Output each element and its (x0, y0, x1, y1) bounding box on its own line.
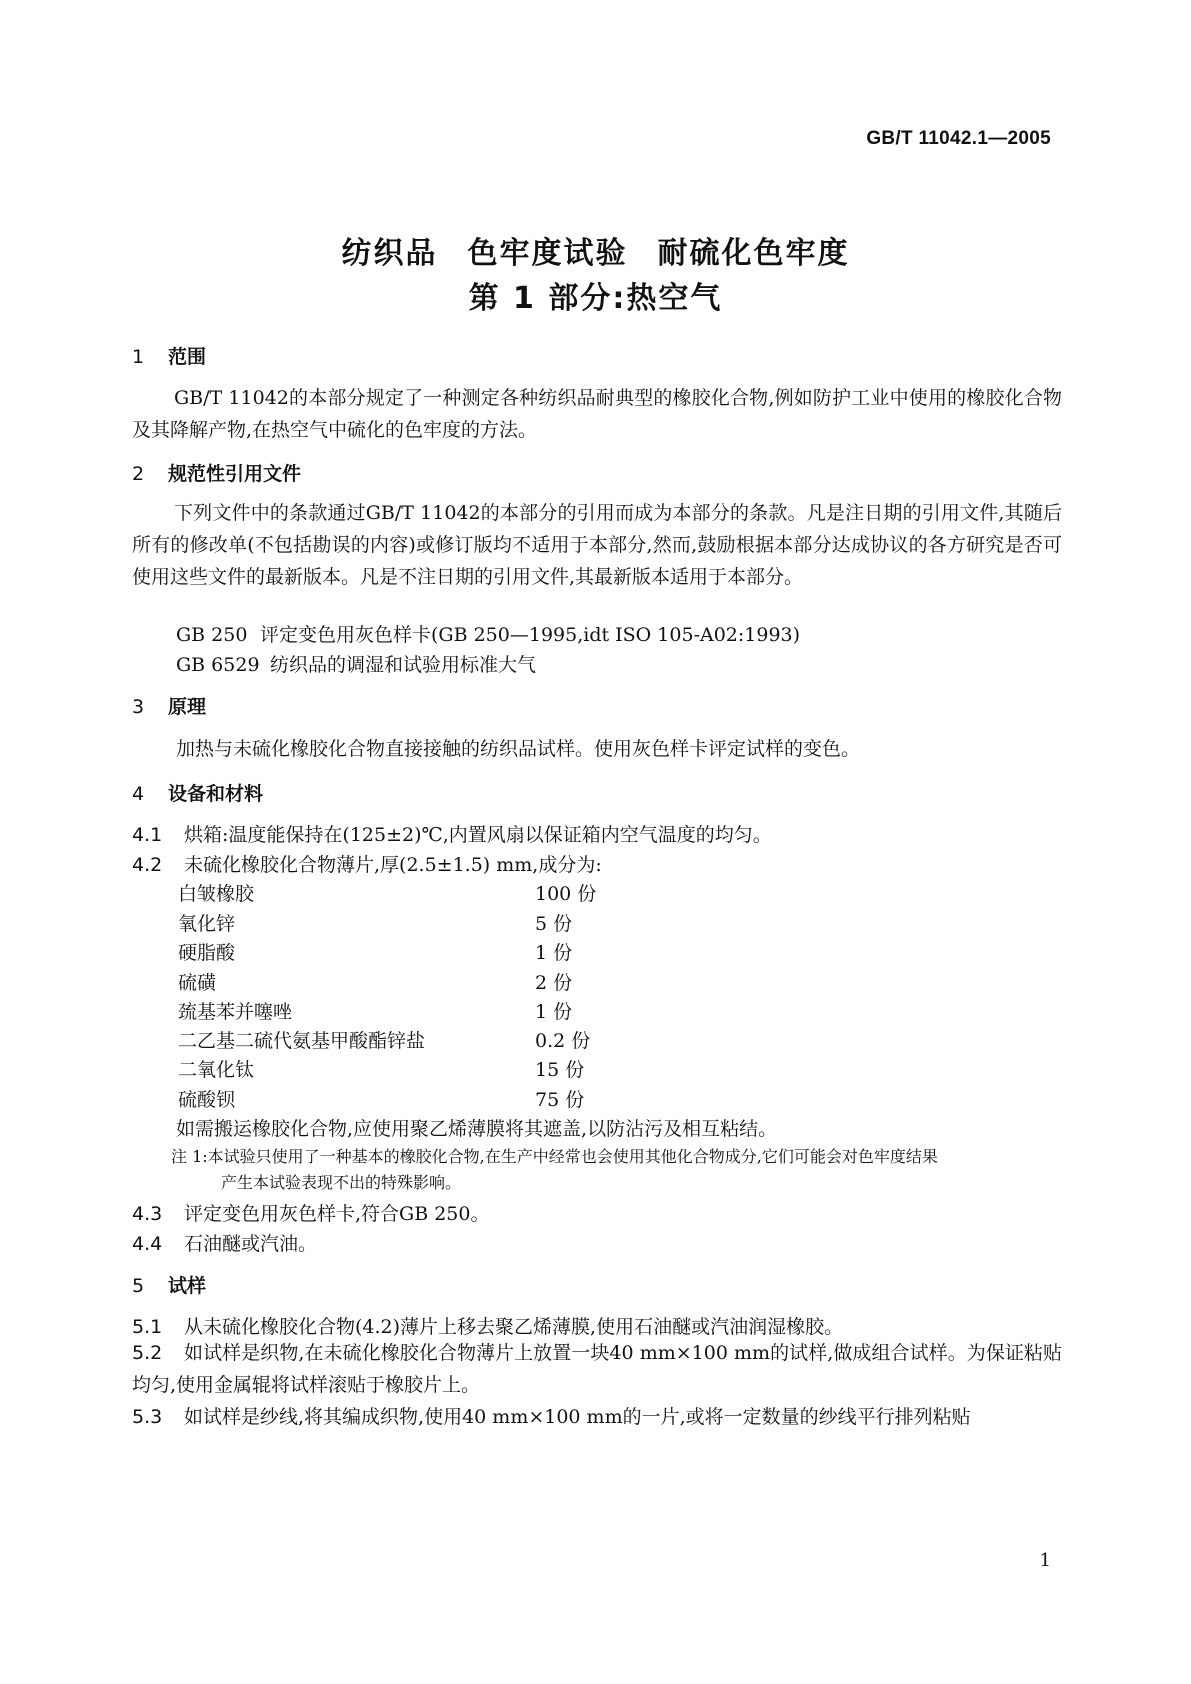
material-quantity: 75 份 (535, 1089, 585, 1111)
clause-text: 烘箱:温度能保持在(125±2)℃,内置风扇以保证箱内空气温度的均匀。 (184, 824, 772, 846)
clause-text: 如试样是纱线,将其编成织物,使用40 mm×100 mm的一片,或将一定数量的纱线平行排列粘贴 (184, 1406, 971, 1428)
note-1-line-1: 注 1:本试验只使用了一种基本的橡胶化合物,在生产中经常也会使用其他化合物成分,它们可能会对色牢度结果 (171, 1147, 938, 1166)
clause-text: 石油醚或汽油。 (184, 1233, 318, 1255)
clause-number: 5.1 (132, 1316, 163, 1338)
material-quantity: 5 份 (535, 913, 573, 935)
section-2-heading (132, 459, 301, 486)
material-name: 白皱橡胶 (178, 883, 255, 905)
section-1-body: GB/T 11042的本部分规定了一种测定各种纺织品耐典型的橡胶化合物,例如防护工业中使用的橡胶化合物及其降解产物,在热空气中硫化的色牢度的方法。 (132, 387, 1062, 441)
material-name: 硬脂酸 (178, 942, 236, 964)
clause-5-3 (132, 1402, 971, 1429)
standard-code: GB/T 11042.1—2005 (866, 128, 1051, 149)
clause-4-2 (132, 850, 602, 877)
section-4-heading (132, 779, 263, 806)
section-number: 2 (132, 463, 145, 485)
title-part-1: 纺织品 (341, 236, 438, 271)
section-number: 4 (132, 783, 145, 805)
cover-note: 如需搬运橡胶化合物,应使用聚乙烯薄膜将其遮盖,以防沾污及相互粘结。 (176, 1118, 778, 1140)
note-1 (171, 1144, 1071, 1196)
document-subtitle: 第 1 部分:热空气 (468, 281, 723, 316)
reference-gb6529 (176, 650, 536, 677)
reference-gb250 (176, 620, 800, 647)
material-name: 氧化锌 (178, 913, 236, 935)
clause-number: 4.2 (132, 854, 163, 876)
clause-5-1 (132, 1312, 843, 1339)
material-name: 二乙基二硫代氨基甲酸酯锌盐 (178, 1030, 426, 1052)
clause-number: 5.3 (132, 1406, 163, 1428)
material-name: 巯基苯并噻唑 (178, 1001, 293, 1023)
reference-code: GB 6529 (176, 654, 260, 676)
material-name: 硫酸钡 (178, 1089, 236, 1111)
clause-4-1 (132, 820, 772, 847)
material-quantity: 100 份 (535, 883, 597, 905)
material-quantity: 2 份 (535, 972, 573, 994)
section-5-heading (132, 1271, 206, 1298)
material-quantity: 1 份 (535, 942, 573, 964)
material-quantity: 1 份 (535, 1001, 573, 1023)
reference-title: 评定变色用灰色样卡(GB 250—1995,idt ISO 105-A02:1993) (260, 624, 801, 646)
reference-code: GB 250 (176, 624, 248, 646)
section-3-body: 加热与未硫化橡胶化合物直接接触的纺织品试样。使用灰色样卡评定试样的变色。 (176, 738, 861, 760)
section-title: 规范性引用文件 (168, 463, 302, 485)
section-3-heading (132, 692, 206, 719)
section-2-body: 下列文件中的条款通过GB/T 11042的本部分的引用而成为本部分的条款。凡是注日期的引用文件,其随后所有的修改单(不包括勘误的内容)或修订版均不适用于本部分,然而,鼓励根据本部分达成协议的各方研究是否可使用这些文件的最新版本。凡是不注日期的引用文件,其最新版本适用于本部分。 (132, 502, 1062, 588)
document-title (0, 228, 1191, 272)
section-number: 3 (132, 696, 145, 718)
clause-text: 评定变色用灰色样卡,符合GB 250。 (184, 1203, 490, 1225)
material-name: 二氧化钛 (178, 1059, 255, 1081)
title-part-3: 耐硫化色牢度 (657, 236, 850, 271)
section-title: 原理 (168, 696, 207, 718)
clause-text: 未硫化橡胶化合物薄片,厚(2.5±1.5) mm,成分为: (184, 854, 602, 876)
clause-4-3 (132, 1199, 490, 1226)
material-quantity: 15 份 (535, 1059, 585, 1081)
clause-4-4 (132, 1229, 317, 1256)
section-1-heading (132, 342, 206, 369)
clause-number: 5.2 (132, 1342, 163, 1364)
section-title: 试样 (168, 1275, 207, 1297)
clause-number: 4.4 (132, 1233, 163, 1255)
material-name: 硫磺 (178, 972, 217, 994)
section-number: 1 (132, 346, 145, 368)
reference-title: 纺织品的调湿和试验用标准大气 (270, 654, 537, 676)
section-number: 5 (132, 1275, 145, 1297)
page-number: 1 (1039, 1550, 1051, 1571)
note-1-line-2: 产生本试验表现不出的特殊影响。 (221, 1173, 462, 1192)
title-part-2: 色牢度试验 (467, 236, 628, 271)
clause-5-2 (132, 1337, 1062, 1401)
material-quantity: 0.2 份 (535, 1030, 591, 1052)
clause-number: 4.1 (132, 824, 163, 846)
clause-text: 从未硫化橡胶化合物(4.2)薄片上移去聚乙烯薄膜,使用石油醚或汽油润湿橡胶。 (184, 1316, 844, 1338)
clause-text: 如试样是织物,在未硫化橡胶化合物薄片上放置一块40 mm×100 mm的试样,做成组合试样。为保证粘贴均匀,使用金属辊将试样滚贴于橡胶片上。 (132, 1342, 1062, 1396)
section-title: 设备和材料 (168, 783, 264, 805)
section-title: 范围 (168, 346, 207, 368)
clause-number: 4.3 (132, 1203, 163, 1225)
